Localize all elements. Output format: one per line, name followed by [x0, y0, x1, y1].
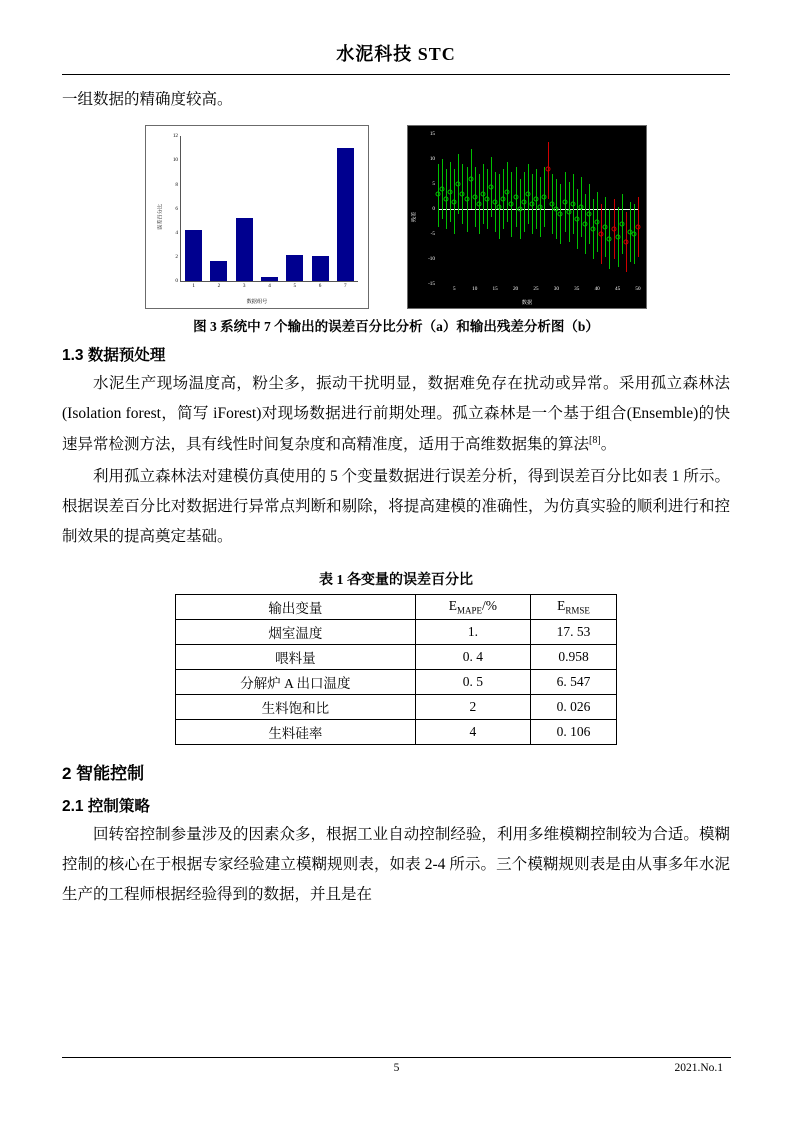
table-header-subscript: MAPE [457, 605, 483, 616]
residual-marker [501, 197, 506, 202]
table-header-cell: $E_{RMSE}$ [531, 594, 617, 619]
residual-marker [546, 167, 551, 172]
bar-chart-y-tick: 12 [172, 133, 178, 140]
table-header-cell: 输出变量 [176, 594, 416, 619]
residual-x-tick: 5 [453, 286, 456, 293]
residual-x-tick: 15 [492, 286, 498, 293]
residual-marker [558, 212, 563, 217]
residual-marker [619, 222, 624, 227]
footer-issue: 2021.No.1 [674, 1062, 723, 1074]
residual-marker [542, 194, 547, 199]
bar-chart-y-tick: 6 [175, 205, 178, 212]
residual-y-tick: -10 [428, 256, 435, 263]
paragraph-1 [62, 369, 730, 460]
residual-chart-plot-area [428, 131, 641, 293]
residual-marker [509, 202, 514, 207]
residual-marker [444, 197, 449, 202]
header-divider [62, 74, 730, 75]
residual-y-tick: 5 [432, 181, 435, 188]
bar-chart-y-tick: 0 [175, 278, 178, 285]
bar-chart-bars [181, 136, 358, 281]
residual-marker [468, 177, 473, 182]
residual-marker [636, 224, 641, 229]
residual-y-tick: 10 [429, 156, 435, 163]
paragraph-3: 回转窑控制参量涉及的因素众多，根据工业自动控制经验，利用多维模糊控制较为合适。模糊控制的核心在于根据专家经验建立模糊规则表，如表 2-4 所示。三个模糊规则表是由从事多年水泥生产的工程师根据经验得到的数据，并且是在 [62, 825, 730, 903]
residual-marker [578, 204, 583, 209]
residual-marker [476, 202, 481, 207]
residual-marker [574, 217, 579, 222]
residual-marker [513, 194, 518, 199]
residual-marker [521, 199, 526, 204]
bar-chart-y-label: 误差百分比 [157, 204, 164, 231]
bar-chart-x-tick: 5 [293, 283, 297, 290]
bar-chart-bar [286, 255, 303, 282]
paragraph-1-text: 水泥生产现场温度高，粉尘多，振动干扰明显，数据难免存在扰动或异常。采用孤立森林法(Isolation forest，简写 iForest)对现场数据进行前期处理。孤立森林是一个基于组合(Ensemble)的快速异常检测方法，具有线性时间复杂度和高精准度，适用于高维数据集的算法 [62, 375, 730, 453]
table-body [176, 594, 617, 744]
table-cell: 4 [415, 719, 530, 744]
residual-marker [599, 232, 604, 237]
residual-marker [615, 234, 620, 239]
residual-marker [497, 204, 502, 209]
footer-page-number: 5 [393, 1062, 400, 1074]
table-cell: 喂料量 [176, 644, 416, 669]
paragraph-1-tail: 。 [600, 435, 617, 453]
residual-marker [436, 192, 441, 197]
residual-marker [464, 197, 469, 202]
table-cell: 2 [415, 694, 530, 719]
residual-marker [489, 184, 494, 189]
bar-chart-x-tick: 7 [344, 283, 347, 290]
bar-chart-x-tick: 1 [192, 283, 195, 290]
bar-chart-bar [210, 261, 227, 282]
table-cell: 生料硅率 [176, 719, 416, 744]
bar-chart-bar [337, 148, 354, 281]
residual-marker [631, 232, 636, 237]
residual-marker [493, 199, 498, 204]
bar-chart-y-tick: 8 [175, 181, 178, 188]
residual-zero-line [438, 209, 638, 210]
residual-marker [587, 212, 592, 217]
residual-marker [480, 192, 485, 197]
table-header-subscript: RMSE [565, 605, 590, 616]
residual-marker [525, 192, 530, 197]
table-header-cell: $E_{MAPE}/\%$ [415, 594, 530, 619]
residual-y-tick: -5 [430, 231, 435, 238]
residual-marker [550, 202, 555, 207]
bar-chart-y-tick: 2 [175, 254, 178, 261]
section-heading-1-3: 1.3 数据预处理 [62, 347, 166, 365]
bar-chart-x-tick: 6 [318, 283, 322, 290]
residual-marker [607, 237, 612, 242]
bar-chart-bar [312, 256, 329, 281]
section-heading-2-1: 2.1 控制策略 [62, 797, 150, 815]
residual-chart-b [407, 125, 647, 309]
residual-marker [582, 222, 587, 227]
bar-chart-y-tick: 10 [172, 157, 178, 164]
table-row [176, 719, 617, 744]
residual-y-tick: 0 [432, 206, 435, 213]
figure-row [62, 125, 730, 309]
residual-y-tick: -15 [428, 281, 435, 288]
residual-x-tick: 35 [574, 286, 580, 293]
bar-chart-y-tick: 4 [175, 229, 178, 236]
table-cell: 1. [415, 619, 530, 644]
residual-marker [591, 227, 596, 232]
residual-marker [517, 207, 522, 212]
page-content [62, 40, 730, 912]
residual-marker [505, 189, 510, 194]
table-cell: 0. 5 [415, 669, 530, 694]
residual-marker [611, 227, 616, 232]
residual-marker [448, 189, 453, 194]
intro-line: 一组数据的精确度较高。 [62, 91, 233, 108]
table-cell: 0.958 [531, 644, 617, 669]
residual-marker [484, 197, 489, 202]
error-percentage-table [175, 594, 617, 745]
residual-x-tick: 20 [512, 286, 519, 293]
residual-marker [456, 182, 461, 187]
table-row [176, 694, 617, 719]
residual-chart-y-label: 残差 [411, 212, 418, 223]
bar-chart-plot-area [172, 133, 358, 290]
residual-y-tick: 15 [429, 131, 435, 138]
page-footer [62, 1057, 731, 1078]
table-row [176, 644, 617, 669]
residual-marker [472, 194, 477, 199]
residual-marker [452, 199, 457, 204]
residual-marker [538, 204, 543, 209]
residual-marker [554, 207, 559, 212]
residual-marker [595, 219, 600, 224]
residual-marker [603, 224, 608, 229]
residual-marker [440, 187, 445, 192]
bar-chart-bar [236, 218, 253, 281]
residual-x-tick: 45 [614, 286, 621, 293]
document-header: 水泥科技 STC [336, 44, 456, 64]
table-row [176, 669, 617, 694]
bar-chart-x-tick: 3 [242, 283, 246, 290]
table-cell: 烟室温度 [176, 619, 416, 644]
section-heading-2: 2 智能控制 [62, 763, 145, 783]
bar-chart-x-tick: 4 [268, 283, 271, 290]
table-cell: 生料饱和比 [176, 694, 416, 719]
bar-chart-x-label: 数据组号 [246, 299, 268, 306]
residual-x-tick: 30 [553, 286, 559, 293]
residual-chart-x-label: 数据 [521, 300, 533, 307]
table-title: 表 1 各变量的误差百分比 [319, 572, 473, 588]
residual-marker [533, 197, 538, 202]
residual-marker [570, 202, 575, 207]
bar-chart-bar [185, 230, 202, 281]
residual-marker [566, 209, 571, 214]
footer-divider [62, 1057, 731, 1058]
bar-chart-a [145, 125, 369, 309]
table-cell: 0. 4 [415, 644, 530, 669]
table-cell: 6. 547 [531, 669, 617, 694]
residual-marker [529, 202, 534, 207]
paragraph-2: 利用孤立森林法对建模仿真使用的 5 个变量数据进行误差分析，得到误差百分比如表 1 所示。根据误差百分比对数据进行异常点判断和剔除，将提高建模的准确性，为仿真实验的顺利进行和控制效果的提高奠定基础。 [62, 467, 730, 546]
table-cell: 分解炉 A 出口温度 [176, 669, 416, 694]
table-row [176, 619, 617, 644]
residual-marker [623, 239, 628, 244]
figure-caption: 图 3 系统中 7 个输出的误差百分比分析（a）和输出残差分析图（b） [193, 319, 599, 335]
residual-x-tick: 40 [594, 286, 600, 293]
table-header-row [176, 594, 617, 619]
residual-marker [562, 199, 567, 204]
residual-x-tick: 50 [635, 286, 641, 293]
table-cell: 17. 53 [531, 619, 617, 644]
table-cell: 0. 106 [531, 719, 617, 744]
citation-marker: [8] [589, 434, 601, 446]
table-cell: 0. 026 [531, 694, 617, 719]
residual-marker [460, 192, 465, 197]
bar-chart-x-tick: 2 [217, 283, 221, 290]
residual-x-tick: 10 [472, 286, 478, 293]
residual-x-tick: 25 [533, 286, 539, 293]
